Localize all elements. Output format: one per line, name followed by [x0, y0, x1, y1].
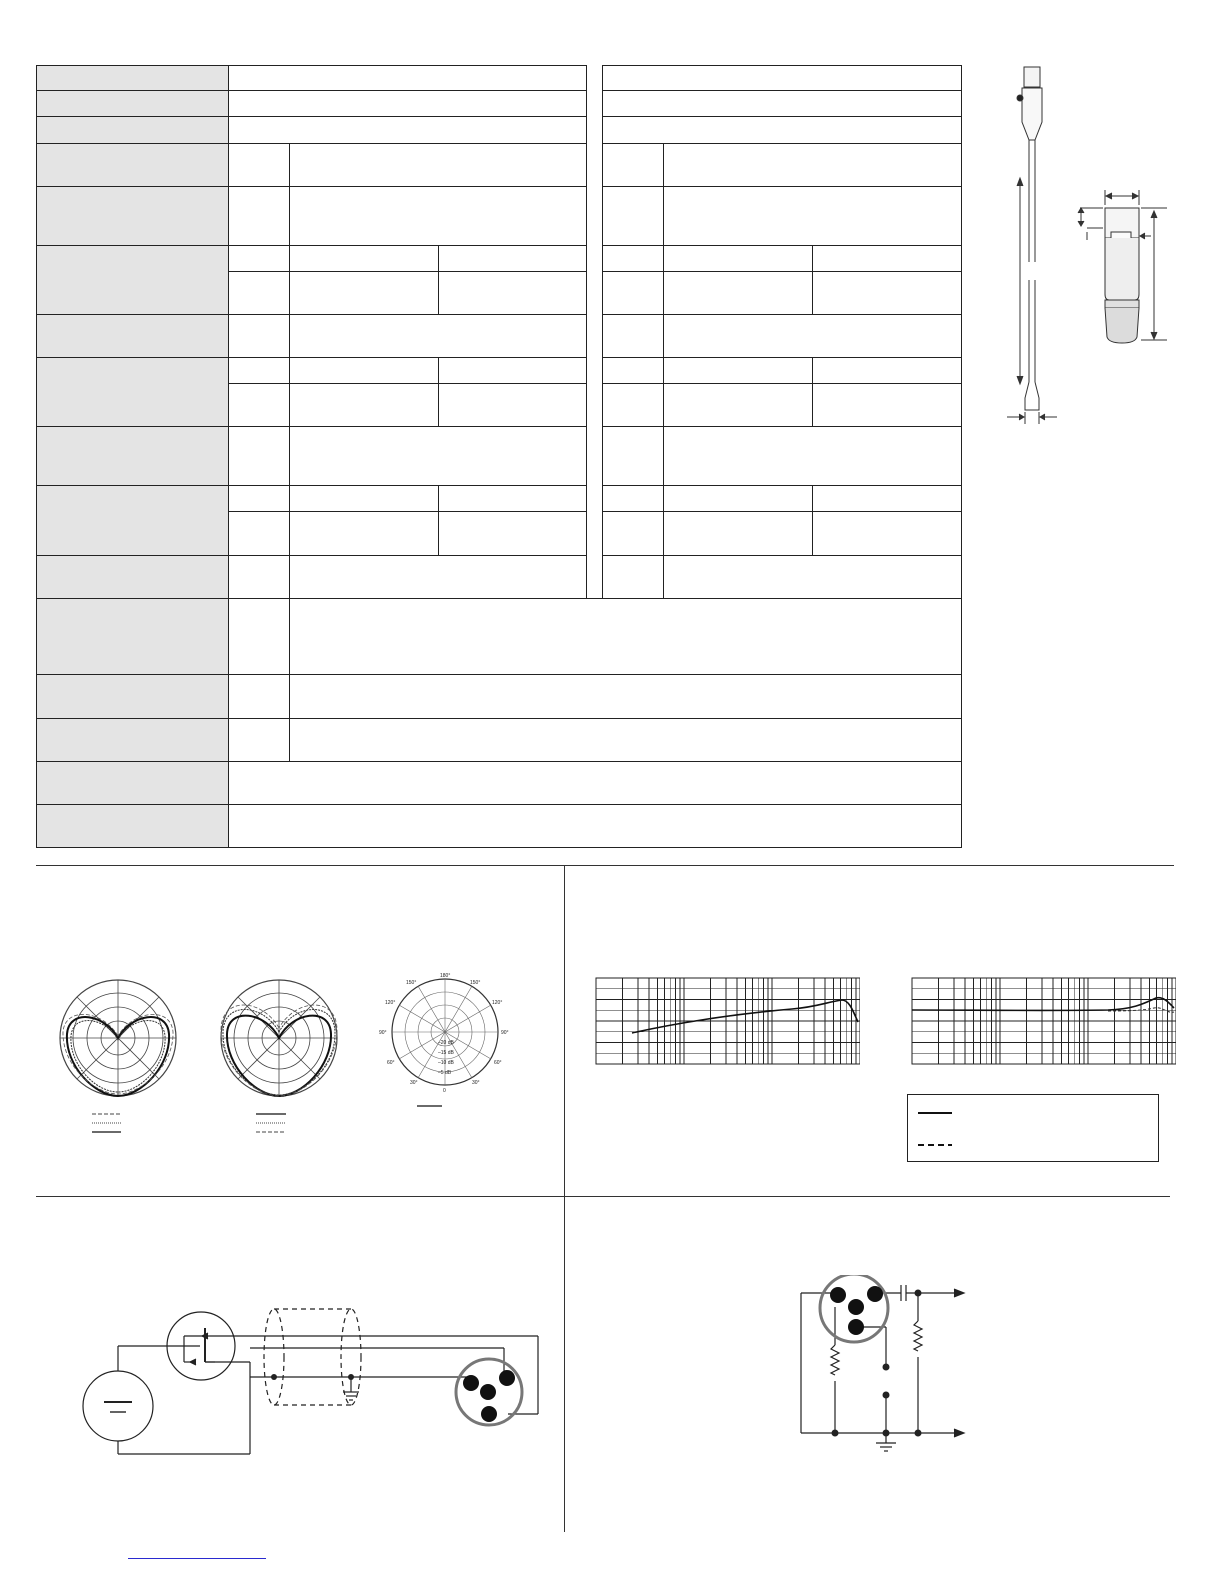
polar-pattern-cardioid-2 [216, 978, 346, 1138]
frequency-legend [907, 1094, 1159, 1162]
polar-angle-label: 120° [385, 1000, 396, 1006]
footer-link-underline[interactable] [128, 1558, 266, 1559]
section-divider [36, 1196, 1170, 1197]
polar-angle-label: 30° [410, 1080, 418, 1086]
spec-table [36, 65, 962, 848]
polar-angle-label: 30° [472, 1080, 480, 1086]
polar-angle-label: 120° [492, 1000, 503, 1006]
polar-angle-label: 150° [470, 980, 481, 986]
polar-angle-label: 90° [379, 1030, 387, 1036]
polar-angle-label: 180° [440, 973, 451, 979]
wiring-diagram-phantom [80, 1300, 550, 1470]
polar-angle-label: 0 [443, 1088, 446, 1094]
polar-pattern-cardioid [55, 978, 185, 1138]
polar-angle-label: 150° [406, 980, 417, 986]
section-divider [564, 866, 565, 1532]
wiring-diagram-output [790, 1275, 980, 1465]
polar-angle-label: 60° [494, 1060, 502, 1066]
polar-db-label: –15 dB [438, 1050, 454, 1056]
microphone-dimension-drawing [995, 62, 1185, 432]
section-divider [36, 865, 1174, 866]
spec-grid-lines [36, 65, 962, 848]
polar-angle-label: 90° [501, 1030, 509, 1036]
polar-angle-label: 60° [387, 1060, 395, 1066]
polar-db-label: –20 dB [438, 1040, 454, 1046]
frequency-response-graph-2 [908, 974, 1176, 1070]
polar-pattern-omni [372, 970, 518, 1110]
frequency-response-graph-1 [592, 974, 860, 1070]
polar-db-label: –5 dB [438, 1070, 452, 1076]
polar-db-label: –10 dB [438, 1060, 454, 1066]
